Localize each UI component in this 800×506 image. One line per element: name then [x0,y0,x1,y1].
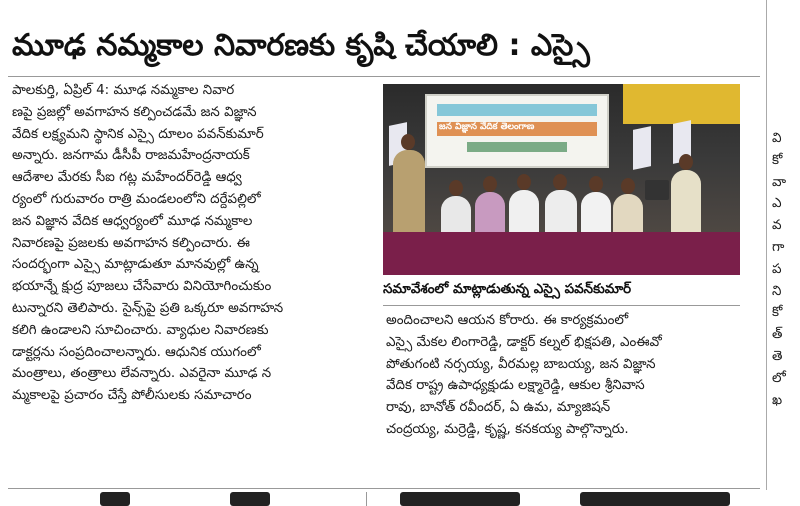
photo-person-head [401,134,415,150]
body-line: ర్యంలో గురువారం రాత్రి మండలంలోని దర్దేపల్లిలో [12,191,261,207]
body-line: డాక్టర్లను సంప్రదించాలన్నారు. ఆధునిక యుగంలో [12,344,261,360]
body-line: రావు, బానోత్ రవీందర్, ఏ ఉమ, మ్యాజిషన్ [386,400,611,416]
body-line: ణపై ప్రజల్లో అవగాహన కల్పించడమే జన విజ్ఞాన [12,104,257,120]
photo-banner-text: జన విజ్ఞాన వేదిక తెలంగాణ [439,122,535,132]
body-line: ఆదేశాల మేరకు సీఐ గట్ల మహేందర్‌రెడ్డి ఆధ్వ [12,170,242,186]
body-line: అందించాలని ఆయన కోరారు. ఈ కార్యక్రమంలో [386,313,629,328]
fragment-line: తె [772,348,783,364]
fragment-line: త్ [772,327,783,343]
fragment-line: ని [772,283,782,299]
event-photo [383,84,740,275]
body-line: వేదిక లక్ష్యమని స్థానిక ఎస్సై దూలం పవన్‌కుమార్ [12,126,264,142]
body-line: కలిగి ఉండాలని సూచించారు. వ్యాధుల నివారణకు [12,322,269,338]
photo-stage-table [383,232,740,275]
photo-caption: సమావేశంలో మాట్లాడుతున్న ఎస్సై పవన్‌కుమార్ [383,275,740,306]
fragment-line: లో [772,370,786,386]
fragment-line: కో [772,305,783,321]
body-line: చంద్రయ్య, మర్రెడ్డి, కృష్ణ, కనకయ్య పాల్గొన్నారు. [386,421,629,437]
photo-background-roof [623,84,740,124]
photo-laptop [645,180,669,200]
bottom-divider [8,488,760,489]
column-divider [766,0,767,490]
body-line: పాలకుర్తి, ఏప్రిల్ 4: మూఢ నమ్మకాల నివార [12,83,235,98]
body-line: భయాన్నే క్షుద్ర పూజలు చేసేవారు వినియోగించుకుం [12,279,272,295]
next-headline-fragment [100,492,130,506]
fragment-line: వ [772,218,782,234]
body-line: మంత్రాలు, తంత్రాలు లేవన్నారు. ఎవరైనా మూఢ న [12,366,272,382]
body-line: మ్మకాలపై ప్రచారం చేస్తే పోలీసులకు సమాచారం [12,388,252,404]
article-body-left-column [12,80,374,407]
photo-person [581,192,611,236]
photo-person [441,196,471,236]
fragment-line: కో [772,152,783,168]
fragment-line: ఖ [772,392,783,408]
body-line: పోతుగంటి నర్సయ్య, వీరమల్ల బాబయ్య, జన విజ్ఞాన [386,356,656,372]
photo-person [613,194,643,236]
bottom-column-divider [366,492,367,506]
photo-speaker [393,150,425,240]
next-headline-fragment [580,492,730,506]
fragment-line: గా [772,239,785,255]
next-headline-fragment [230,492,270,506]
body-line: వేదిక రాష్ట్ర ఉపాధ్యక్షుడు లక్ష్మారెడ్డి, ఆకుల శ్రీనివాస [386,378,645,394]
body-line: అన్నారు. జనగామ డీసీపీ రాజమహేంద్రనాయక్ [12,148,250,164]
body-line: సందర్భంగా ఎస్సై మాట్లాడుతూ మానవుల్లో ఉన్న [12,257,259,273]
article-body-right-column [386,310,748,441]
headline-divider [8,76,760,77]
body-line: నివారణపై ప్రజలకు అవగాహన కల్పించారు. ఈ [12,235,250,251]
photo-person [509,190,539,236]
fragment-line: ప [772,261,782,277]
body-line: టున్నారని తెలిపారు. సైన్స్‌పై ప్రతి ఒక్కరూ అవగాహన [12,300,284,316]
next-headline-fragment [400,492,520,506]
photo-flag [633,126,651,170]
fragment-line: ఎ [772,196,782,212]
adjacent-article-fragment [772,128,800,411]
photo-banner [425,94,609,168]
photo-person [545,190,577,236]
photo-person [475,192,505,236]
body-line: జన విజ్ఞాన వేదిక ఆధ్వర్యంలో మూఢ నమ్మకాల [12,213,253,229]
headline: మూఢ నమ్మకాల నివారణకు కృషి చేయాలి : ఎస్సై [12,28,590,63]
fragment-line: వి [772,131,782,146]
body-line: ఎస్సై మేకల లింగారెడ్డి, డాక్టర్ కల్నల్ భిక్షపతి, ఎంఈవో [386,334,662,350]
fragment-line: వా [772,174,787,190]
